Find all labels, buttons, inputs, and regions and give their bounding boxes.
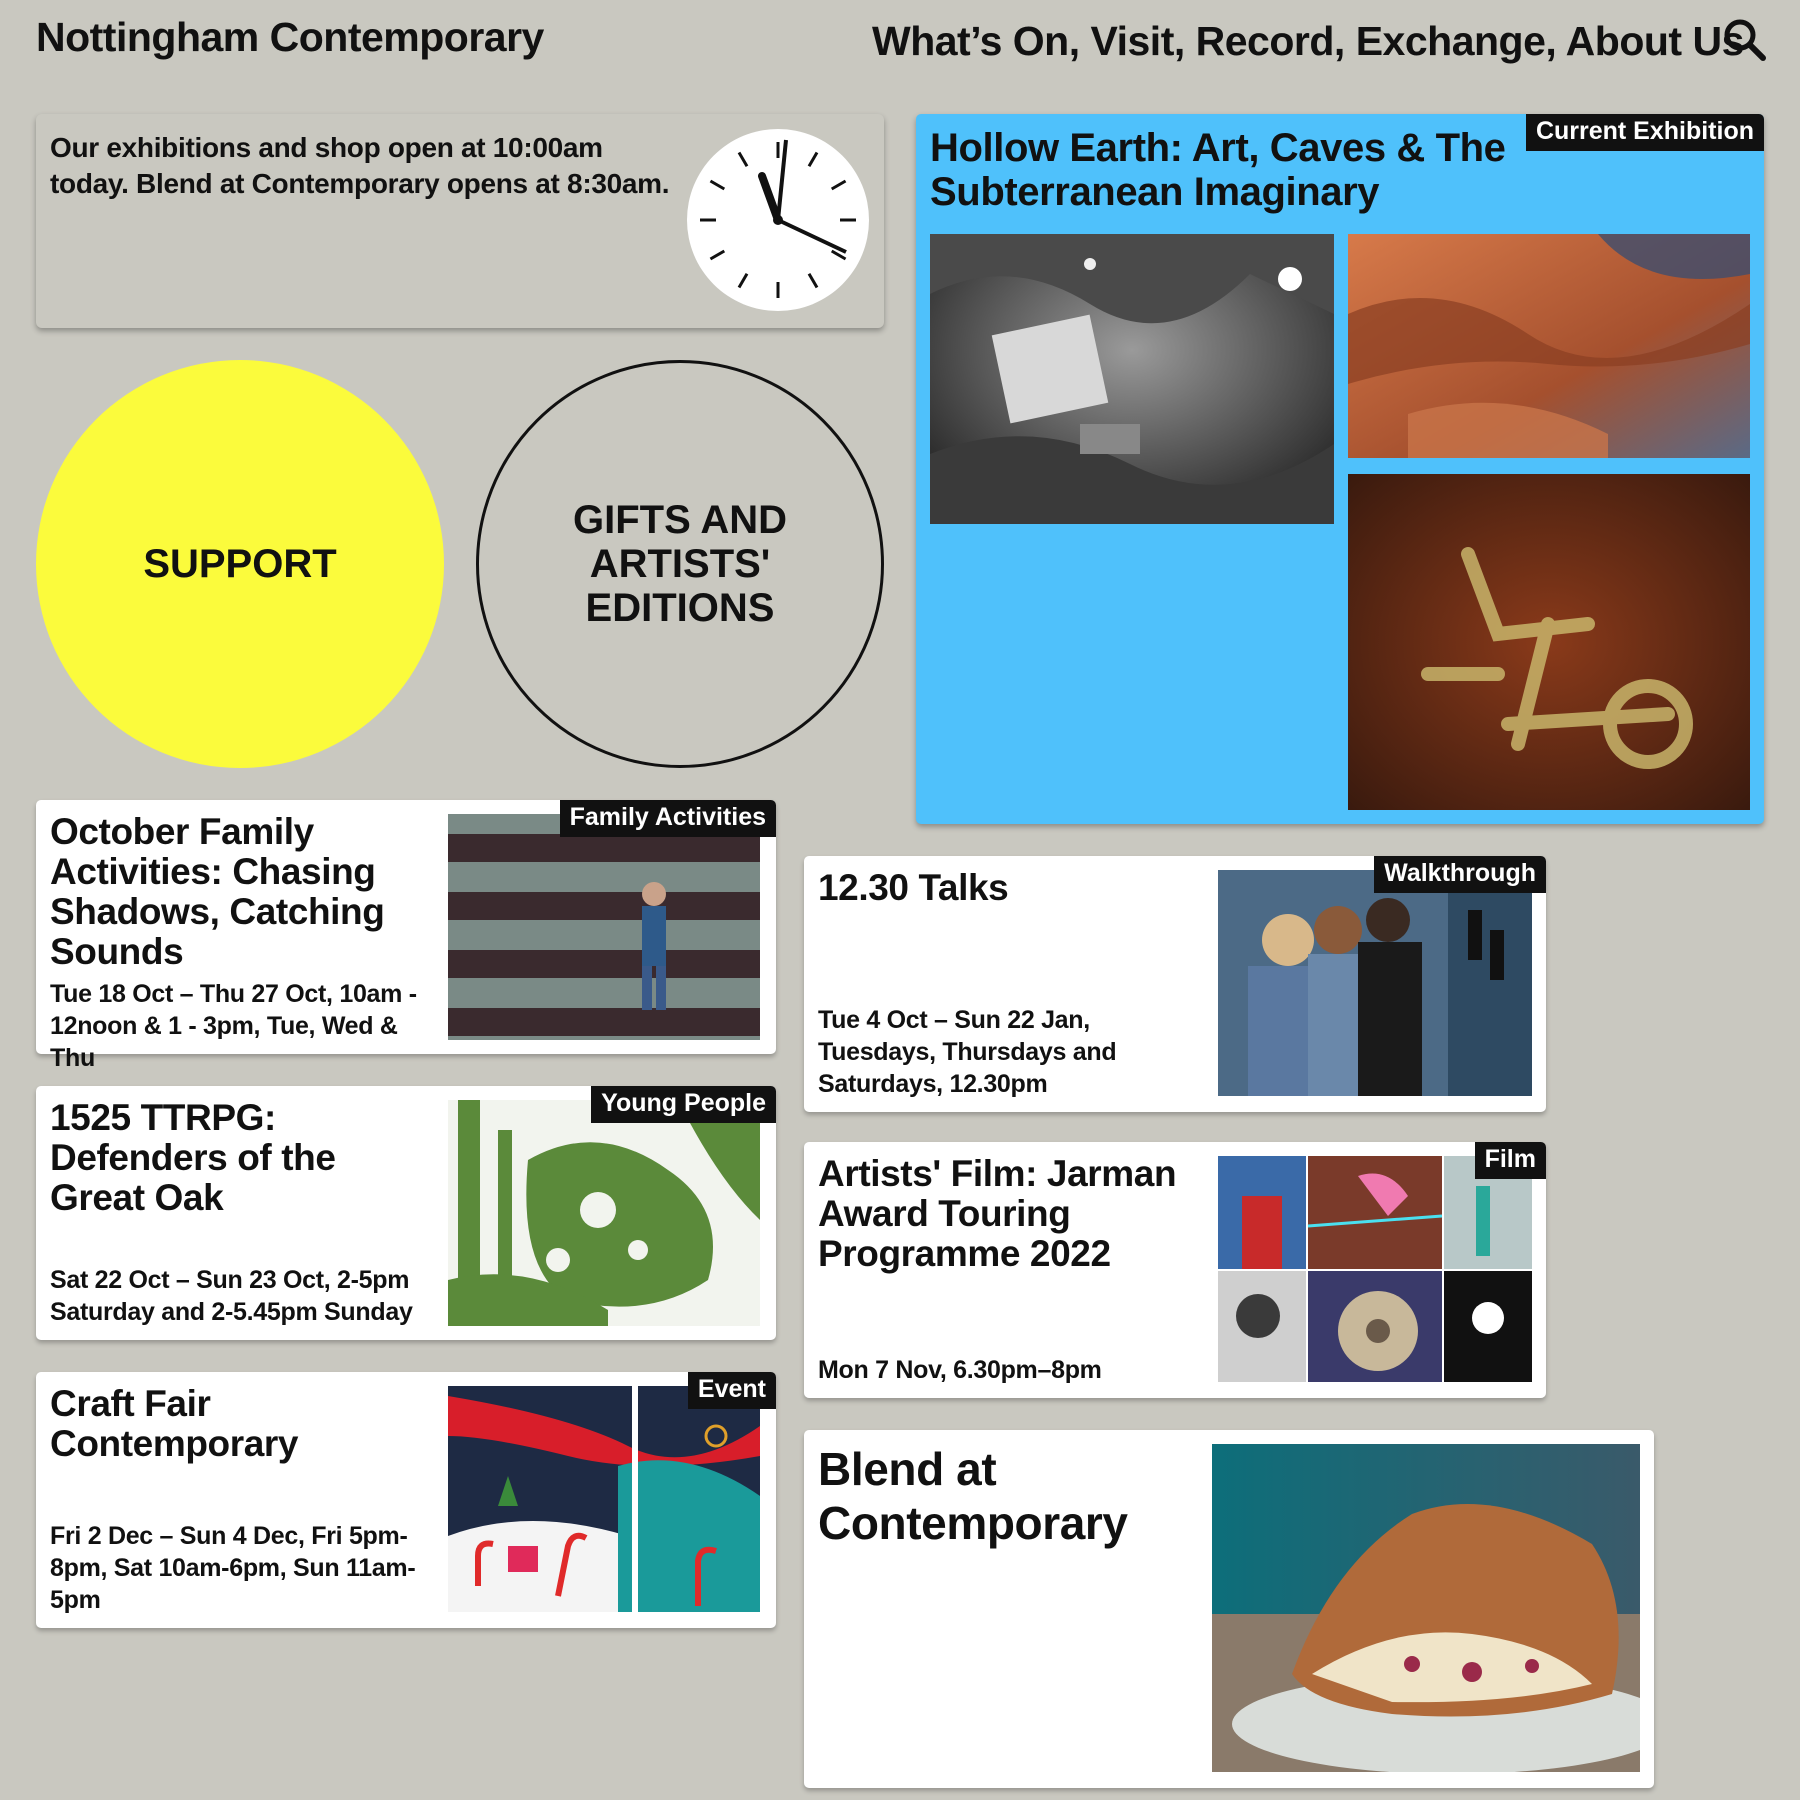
event-title: October Family Activities: Chasing Shadows, Catching Sounds: [50, 811, 385, 972]
blend-title: Blend at Contemporary: [818, 1443, 1128, 1549]
current-exhibition-card[interactable]: [916, 114, 1764, 824]
event-date: Sat 22 Oct – Sun 23 Oct, 2-5pm Saturday and 2-5.45pm Sunday: [50, 1266, 413, 1326]
support-button[interactable]: SUPPORT: [36, 360, 444, 768]
opening-hours-panel: [36, 114, 884, 328]
exhibition-image-cave-bw: [930, 234, 1334, 524]
exhibition-tag: Current Exhibition: [1526, 114, 1764, 151]
exhibition-image-rock: [1348, 234, 1750, 458]
event-date: Fri 2 Dec – Sun 4 Dec, Fri 5pm-8pm, Sat 10am-6pm, Sun 11am-5pm: [50, 1522, 416, 1614]
site-title[interactable]: Nottingham Contemporary: [36, 14, 544, 60]
blend-card[interactable]: [804, 1430, 1654, 1788]
opening-hours-text: Our exhibitions and shop open at 10:00am today. Blend at Contemporary opens at 8:30am.: [50, 132, 670, 199]
event-date: Tue 18 Oct – Thu 27 Oct, 10am - 12noon & 1 - 3pm, Tue, Wed & Thu: [50, 980, 417, 1072]
nav-whats-on[interactable]: What’s On: [872, 18, 1069, 64]
event-card-family-activities[interactable]: [36, 800, 776, 1072]
event-card-craft-fair[interactable]: [36, 1372, 776, 1628]
event-date: Mon 7 Nov, 6.30pm–8pm: [818, 1356, 1102, 1384]
event-image: [1218, 870, 1532, 1096]
event-tag: Event: [688, 1372, 776, 1409]
gifts-editions-button[interactable]: [476, 360, 884, 768]
nav-record[interactable]: Record: [1195, 18, 1334, 64]
event-card-film[interactable]: [804, 1142, 1546, 1398]
nav-about-us[interactable]: About Us: [1565, 18, 1744, 64]
event-card-walkthrough[interactable]: [804, 856, 1546, 1112]
exhibition-image-painting: [1348, 474, 1750, 810]
event-image: [1218, 1156, 1532, 1382]
event-tag: Young People: [591, 1086, 776, 1123]
event-title: 1525 TTRPG: Defenders of the Great Oak: [50, 1097, 336, 1218]
event-tag: Film: [1475, 1142, 1546, 1179]
gifts-editions-label: GIFTS AND ARTISTS' EDITIONS: [572, 498, 788, 630]
event-image: [448, 814, 760, 1040]
event-title: Craft Fair Contemporary: [50, 1383, 299, 1464]
exhibition-title: Hollow Earth: Art, Caves & The Subterranean Imaginary: [930, 126, 1506, 214]
event-card-young-people[interactable]: [36, 1086, 776, 1340]
nav-visit[interactable]: Visit: [1090, 18, 1174, 64]
event-title: Artists' Film: Jarman Award Touring Programme 2022: [818, 1153, 1177, 1274]
clock-icon: [686, 128, 870, 312]
main-nav: What’s On, Visit, Record, Exchange, About Us: [872, 18, 1744, 64]
search-icon[interactable]: [1720, 16, 1768, 64]
event-tag: Family Activities: [560, 800, 776, 837]
event-image: [448, 1386, 760, 1612]
nav-exchange[interactable]: Exchange: [1355, 18, 1546, 64]
event-tag: Walkthrough: [1374, 856, 1546, 893]
event-image: [448, 1100, 760, 1326]
blend-image: [1212, 1444, 1640, 1772]
event-title: 12.30 Talks: [818, 867, 1009, 908]
event-date: Tue 4 Oct – Sun 22 Jan, Tuesdays, Thursdays and Saturdays, 12.30pm: [818, 1006, 1117, 1098]
